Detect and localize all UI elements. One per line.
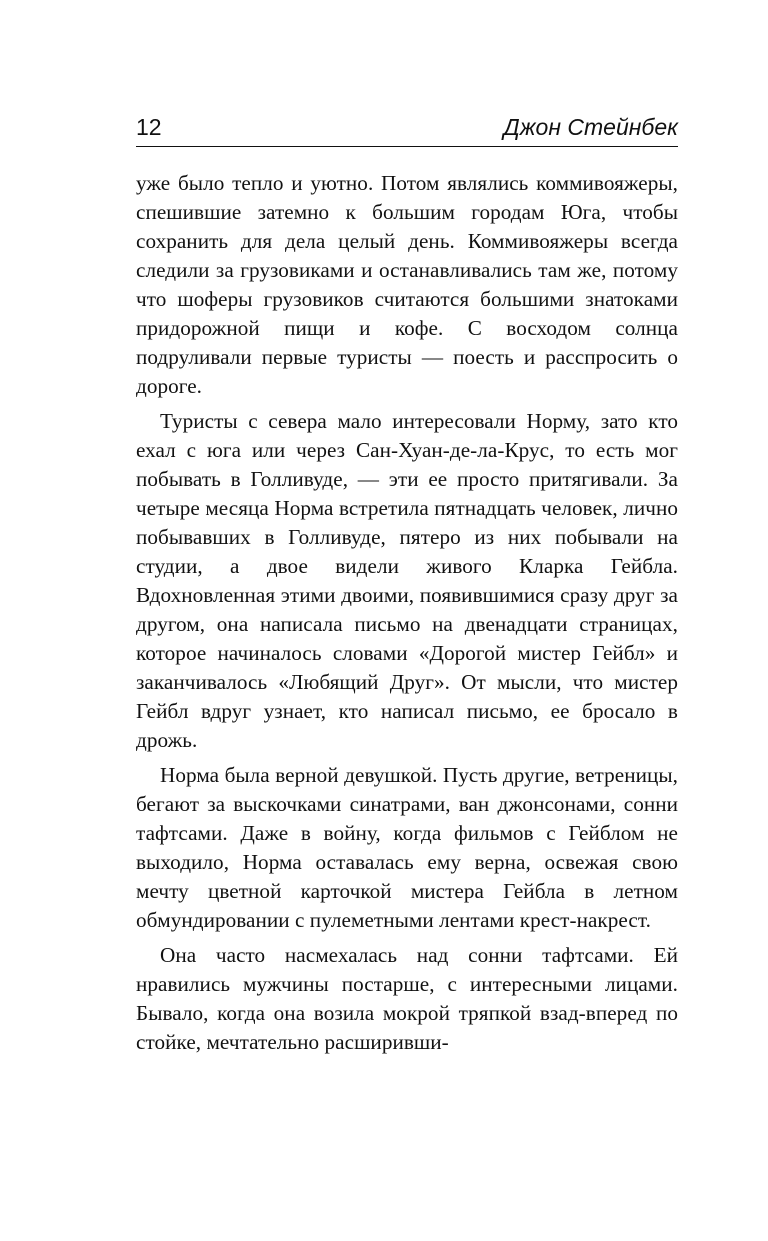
- running-head-author: Джон Стейнбек: [503, 114, 678, 140]
- paragraph-4: Она часто насмехалась над сонни тафтсами. Ей нравились мужчины постарше, с интересными лицами. Бывало, когда она возила мокрой тряпкой взад-вперед по стойке, мечтательно расширивши-: [136, 943, 678, 1054]
- page-header: [136, 110, 678, 147]
- page-number: 12: [136, 114, 162, 140]
- paragraph-3: Норма была верной девушкой. Пусть другие, ветреницы, бегают за выскочками синатрами, ван джонсонами, сонни тафтсами. Даже в войну, когда фильмов с Гейблом не выходило, Норма оставалась ему верна, освежая свою мечту цветной карточкой мистера Гейбла в летном обмундировании с пулеметными лентами крест-накрест.: [136, 763, 678, 932]
- paragraph-1: уже было тепло и уютно. Потом являлись коммивояжеры, спешившие затемно к большим городам Юга, чтобы сохранить для дела целый день. Коммивояжеры всегда следили за грузовиками и останавливались там же, потому что шоферы грузовиков считаются большими знатоками придорожной пищи и кофе. С восходом солнца подруливали первые туристы — поесть и расспросить о дороге.: [136, 171, 678, 398]
- body-text: [136, 169, 678, 1057]
- book-page: [136, 110, 678, 1057]
- paragraph-2: Туристы с севера мало интересовали Норму, зато кто ехал с юга или через Сан-Хуан-де-ла-Крус, то есть мог побывать в Голливуде, — эти ее просто притягивали. За четыре месяца Норма встретила пятнадцать человек, лично побывавших в Голливуде, пятеро из них побывали на студии, а двое видели живого Кларка Гейбла. Вдохновленная этими двоими, появившимися сразу друг за другом, она написала письмо на двенадцати страницах, которое начиналось словами «Дорогой мистер Гейбл» и заканчивалось «Любящий Друг». От мысли, что мистер Гейбл вдруг узнает, кто написал письмо, ее бросало в дрожь.: [136, 409, 678, 752]
